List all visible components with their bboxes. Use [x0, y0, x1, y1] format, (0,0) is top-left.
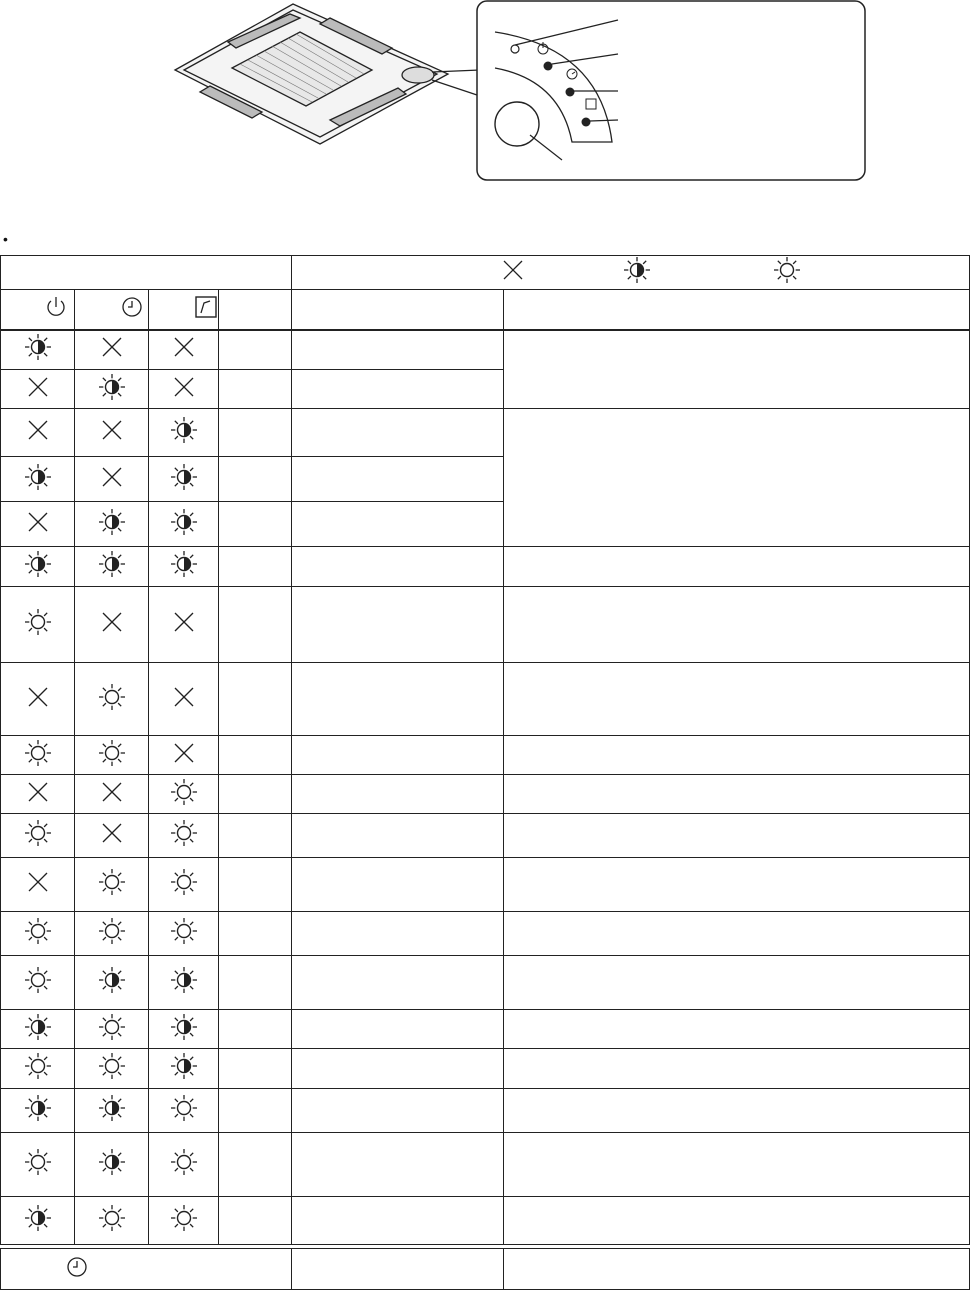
status-cell — [292, 587, 504, 663]
remedy-cell — [504, 814, 970, 858]
unit-illustration — [0, 0, 970, 200]
timer-lamp — [544, 62, 553, 71]
timer-lamp-cell — [75, 663, 149, 736]
status-cell — [292, 663, 504, 736]
operation-header — [1, 290, 75, 330]
sun-icon — [25, 918, 51, 949]
x-cross-icon — [26, 510, 50, 539]
sun-icon — [171, 1095, 197, 1126]
bullet-point: • — [3, 231, 8, 247]
legend-row — [1, 256, 970, 290]
timer-lamp-cell — [75, 370, 149, 409]
operation-lamp-cell — [1, 330, 75, 370]
blank-header — [219, 290, 292, 330]
filter-lamp-cell — [149, 370, 219, 409]
blank-cell — [219, 547, 292, 587]
sun-icon — [25, 1053, 51, 1084]
half-filled-sun-icon — [624, 257, 650, 288]
half-filled-sun-icon — [99, 374, 125, 405]
filter-lamp-cell — [149, 1197, 219, 1245]
remedy-cell — [504, 1197, 970, 1245]
timer-lamp-cell — [75, 858, 149, 912]
half-filled-sun-icon — [99, 1149, 125, 1180]
remedy-cell — [504, 1133, 970, 1197]
footer-remedy-cell — [504, 1249, 970, 1290]
blank-cell — [219, 814, 292, 858]
timer-lamp-cell — [75, 502, 149, 547]
operation-lamp-cell — [1, 1197, 75, 1245]
x-cross-icon — [100, 610, 124, 639]
x-cross-icon — [172, 741, 196, 770]
status-cell — [292, 370, 504, 409]
half-filled-sun-icon — [171, 1053, 197, 1084]
status-cell — [292, 1049, 504, 1089]
blank-cell — [219, 330, 292, 370]
table-row — [1, 814, 970, 858]
column-header-row — [1, 290, 970, 330]
blank-cell — [219, 457, 292, 502]
table-row — [1, 663, 970, 736]
x-cross-icon — [172, 335, 196, 364]
table-row — [1, 736, 970, 775]
operation-lamp-cell — [1, 858, 75, 912]
half-filled-sun-icon — [25, 1014, 51, 1045]
remedy-cell — [504, 956, 970, 1010]
table-row — [1, 587, 970, 663]
legend-label-cell — [1, 256, 292, 290]
sun-icon — [171, 1149, 197, 1180]
status-cell — [292, 409, 504, 457]
operation-lamp-cell — [1, 912, 75, 956]
blank-cell — [219, 370, 292, 409]
operation-lamp-cell — [1, 736, 75, 775]
filter-sign-icon — [194, 295, 218, 324]
status-cell — [292, 858, 504, 912]
remedy-cell — [504, 330, 970, 409]
blank-cell — [219, 502, 292, 547]
sun-icon — [99, 1205, 125, 1236]
half-filled-sun-icon — [99, 509, 125, 540]
status-cell — [292, 1089, 504, 1133]
half-filled-sun-icon — [171, 551, 197, 582]
remedy-cell — [504, 587, 970, 663]
half-filled-sun-icon — [99, 551, 125, 582]
timer-lamp-cell — [75, 587, 149, 663]
footer-status-cell — [292, 1249, 504, 1290]
filter-lamp-cell — [149, 858, 219, 912]
half-filled-sun-icon — [171, 417, 197, 448]
sun-icon — [774, 257, 800, 288]
x-cross-icon — [100, 335, 124, 364]
remedy-cell — [504, 775, 970, 814]
operation-lamp-cell — [1, 1010, 75, 1049]
blank-cell — [219, 1010, 292, 1049]
remedy-cell — [504, 1049, 970, 1089]
blank-cell — [219, 912, 292, 956]
remedy-cell — [504, 1010, 970, 1049]
timer-lamp-cell — [75, 330, 149, 370]
x-cross-icon — [100, 465, 124, 494]
remedy-cell — [504, 736, 970, 775]
timer-lamp-cell — [75, 1089, 149, 1133]
table-row — [1, 409, 970, 457]
half-filled-sun-icon — [25, 464, 51, 495]
sun-icon — [99, 1053, 125, 1084]
sun-icon — [25, 1149, 51, 1180]
blank-cell — [219, 1197, 292, 1245]
table-row — [1, 330, 970, 370]
status-cell — [292, 912, 504, 956]
x-cross-icon — [501, 258, 525, 287]
filter-lamp-cell — [149, 330, 219, 370]
remedy-cell — [504, 912, 970, 956]
half-filled-sun-icon — [25, 1095, 51, 1126]
filter-lamp-cell — [149, 1089, 219, 1133]
timer-header — [75, 290, 149, 330]
filter-lamp-cell — [149, 736, 219, 775]
timer-lamp-cell — [75, 1133, 149, 1197]
half-filled-sun-icon — [25, 334, 51, 365]
table-row — [1, 912, 970, 956]
operation-lamp-cell — [1, 956, 75, 1010]
timer-lamp-cell — [75, 956, 149, 1010]
x-cross-icon — [172, 375, 196, 404]
blank-cell — [219, 956, 292, 1010]
footer-table — [0, 1248, 970, 1290]
filter-lamp-cell — [149, 663, 219, 736]
blank-cell — [219, 858, 292, 912]
sun-icon — [99, 869, 125, 900]
table-row — [1, 1197, 970, 1245]
filter-lamp-cell — [149, 1049, 219, 1089]
filter-lamp-cell — [149, 912, 219, 956]
half-filled-sun-icon — [99, 967, 125, 998]
x-cross-icon — [26, 375, 50, 404]
x-cross-icon — [26, 685, 50, 714]
status-cell — [292, 547, 504, 587]
status-cell — [292, 814, 504, 858]
indicator-status-table — [0, 255, 970, 1245]
half-filled-sun-icon — [171, 967, 197, 998]
legend-symbols-cell — [292, 256, 970, 290]
remedy-cell — [504, 858, 970, 912]
sun-icon — [99, 740, 125, 771]
x-cross-icon — [26, 780, 50, 809]
sun-icon — [25, 740, 51, 771]
operation-lamp-cell — [1, 370, 75, 409]
status-cell — [292, 1197, 504, 1245]
status-cell — [292, 502, 504, 547]
filter-header — [149, 290, 219, 330]
blank-cell — [219, 1089, 292, 1133]
status-cell — [292, 956, 504, 1010]
timer-clock-icon — [65, 1255, 89, 1284]
blank-cell — [219, 409, 292, 457]
x-cross-icon — [172, 610, 196, 639]
remedy-header — [504, 290, 970, 330]
timer-lamp-cell — [75, 1010, 149, 1049]
x-cross-icon — [100, 821, 124, 850]
operation-lamp-cell — [1, 814, 75, 858]
cassette-unit-diagram — [0, 0, 970, 200]
filter-lamp — [566, 88, 575, 97]
sun-icon — [99, 918, 125, 949]
table-row — [1, 1133, 970, 1197]
operation-lamp — [511, 45, 519, 53]
filter-lamp-cell — [149, 587, 219, 663]
x-cross-icon — [26, 418, 50, 447]
timer-lamp-cell — [75, 1197, 149, 1245]
half-filled-sun-icon — [171, 509, 197, 540]
x-cross-icon — [100, 418, 124, 447]
remedy-cell — [504, 547, 970, 587]
status-cell — [292, 736, 504, 775]
sun-icon — [25, 820, 51, 851]
signal-receiver — [495, 102, 539, 146]
timer-lamp-cell — [75, 814, 149, 858]
timer-lamp-cell — [75, 775, 149, 814]
power-icon — [44, 295, 68, 324]
half-filled-sun-icon — [171, 1014, 197, 1045]
filter-lamp-cell — [149, 457, 219, 502]
table-row — [1, 858, 970, 912]
status-header — [292, 290, 504, 330]
sun-icon — [171, 869, 197, 900]
operation-lamp-cell — [1, 587, 75, 663]
timer-lamp-cell — [75, 1049, 149, 1089]
sun-icon — [171, 779, 197, 810]
timer-clock-icon — [120, 295, 144, 324]
blank-cell — [219, 1133, 292, 1197]
filter-lamp-cell — [149, 1010, 219, 1049]
half-filled-sun-icon — [25, 551, 51, 582]
operation-lamp-cell — [1, 1089, 75, 1133]
table-row — [1, 775, 970, 814]
x-cross-icon — [172, 685, 196, 714]
timer-lamp-cell — [75, 736, 149, 775]
operation-lamp-cell — [1, 1133, 75, 1197]
footer-icon-cell — [1, 1249, 292, 1290]
remedy-cell — [504, 1089, 970, 1133]
operation-lamp-cell — [1, 663, 75, 736]
sun-icon — [171, 918, 197, 949]
operation-lamp-cell — [1, 502, 75, 547]
timer-lamp-cell — [75, 409, 149, 457]
x-cross-icon — [26, 870, 50, 899]
sun-icon — [99, 684, 125, 715]
blank-cell — [219, 587, 292, 663]
operation-lamp-cell — [1, 1049, 75, 1089]
operation-lamp-cell — [1, 409, 75, 457]
timer-lamp-cell — [75, 912, 149, 956]
blank-cell — [219, 663, 292, 736]
sun-icon — [171, 1205, 197, 1236]
sun-icon — [171, 820, 197, 851]
table-row — [1, 1010, 970, 1049]
half-filled-sun-icon — [171, 464, 197, 495]
blank-cell — [219, 1049, 292, 1089]
filter-lamp-cell — [149, 409, 219, 457]
operation-lamp-cell — [1, 775, 75, 814]
table-row — [1, 1049, 970, 1089]
indicator-callout — [477, 1, 865, 180]
cassette-panel — [175, 4, 448, 144]
x-cross-icon — [100, 780, 124, 809]
filter-lamp-cell — [149, 1133, 219, 1197]
defrost-lamp — [582, 118, 591, 127]
sun-icon — [25, 967, 51, 998]
operation-lamp-cell — [1, 457, 75, 502]
filter-lamp-cell — [149, 502, 219, 547]
table-row — [1, 547, 970, 587]
filter-lamp-cell — [149, 547, 219, 587]
table-row — [1, 1089, 970, 1133]
half-filled-sun-icon — [25, 1205, 51, 1236]
status-cell — [292, 775, 504, 814]
half-filled-sun-icon — [99, 1095, 125, 1126]
filter-lamp-cell — [149, 814, 219, 858]
filter-lamp-cell — [149, 956, 219, 1010]
status-cell — [292, 1010, 504, 1049]
timer-lamp-cell — [75, 547, 149, 587]
sun-icon — [99, 1014, 125, 1045]
blank-cell — [219, 736, 292, 775]
operation-lamp-cell — [1, 547, 75, 587]
remedy-cell — [504, 663, 970, 736]
status-cell — [292, 330, 504, 370]
sun-icon — [25, 609, 51, 640]
remedy-cell — [504, 409, 970, 547]
status-cell — [292, 1133, 504, 1197]
table-row — [1, 956, 970, 1010]
filter-lamp-cell — [149, 775, 219, 814]
timer-lamp-cell — [75, 457, 149, 502]
blank-cell — [219, 775, 292, 814]
status-cell — [292, 457, 504, 502]
